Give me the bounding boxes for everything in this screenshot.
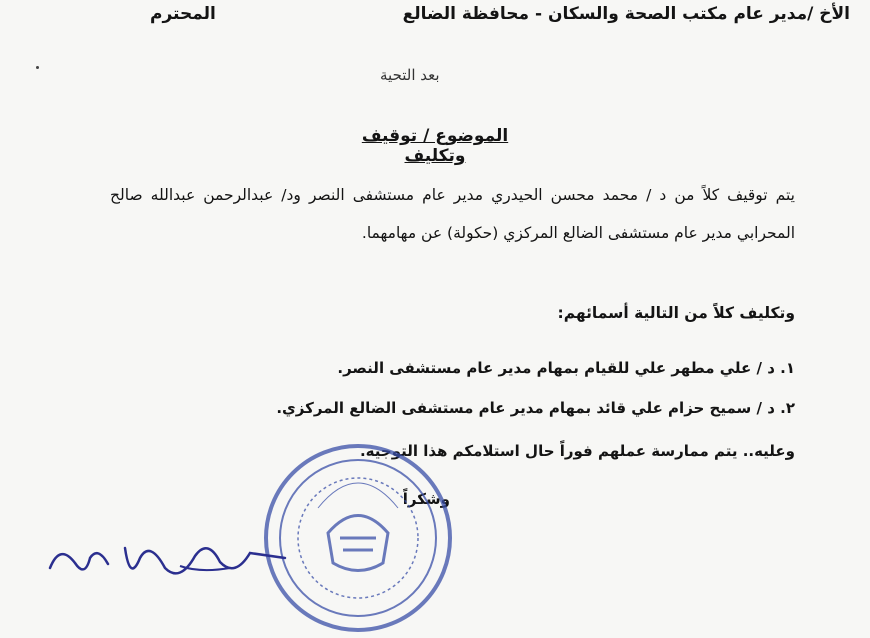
assignment-list: [276, 348, 795, 428]
list-item: ١. د / علي مطهر علي للقيام بمهام مدير عام مستشفى النصر.: [337, 359, 795, 377]
body-paragraph: يتم توقيف كلاً من د / محمد محسن الحيدري مدير عام مستشفى النصر ود/ عبدالرحمن عبدالله صالح المحرابي مدير عام مستشفى الضالع المركزي (حكولة) عن مهامهما.: [110, 186, 795, 242]
assignment-intro: وتكليف كلاً من التالية أسمائهم:: [557, 304, 795, 322]
recipient-line: الأخ /مدير عام مكتب الصحة والسكان - محافظة الضالع: [402, 4, 850, 24]
letter-header: [150, 4, 850, 24]
honorific: المحترم: [150, 4, 216, 24]
thanks-line: وشكراً: [402, 490, 450, 508]
scan-speck: [36, 66, 39, 69]
subject-line: الموضوع / توقيف وتكليف: [361, 126, 509, 166]
handwritten-signature: [30, 528, 310, 588]
list-item: ٢. د / سميح حزام علي قائد بمهام مدير عام مستشفى الضالع المركزي.: [276, 399, 795, 417]
closing-line: وعليه.. يتم ممارسة عملهم فوراً حال استلامكم هذا التوجيه.: [359, 442, 795, 460]
greeting: بعد التحية: [380, 66, 440, 84]
